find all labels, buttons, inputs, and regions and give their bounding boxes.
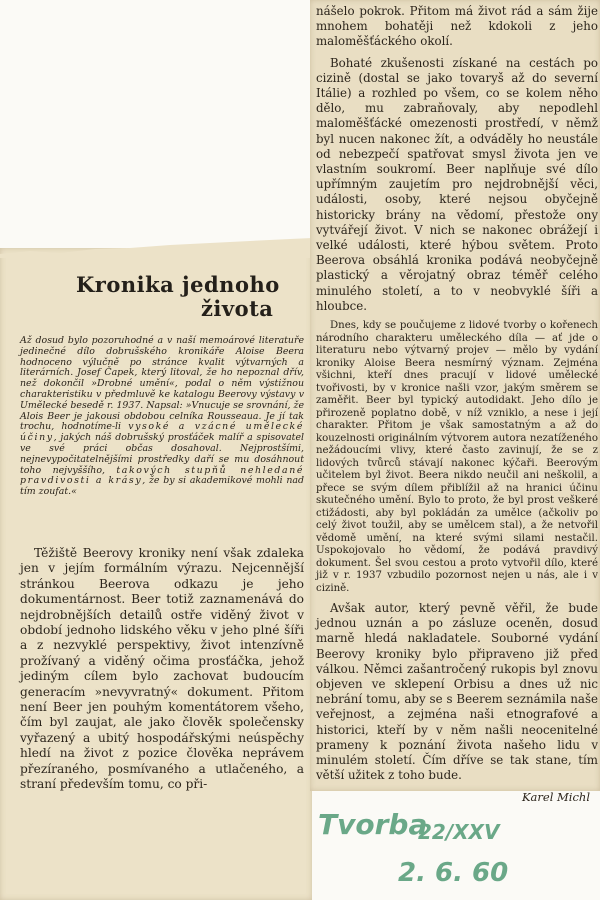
- title-line-1: Kronika jednoho: [76, 272, 280, 297]
- torn-edge: [0, 232, 312, 258]
- right-paragraph-4: Avšak autor, který pevně věřil, že bude jednou uznán a po zásluze oceněn, dosud marně hledá nakladatele. Souborné vydání Beerovy kroniky bylo připraveno již před válkou. Němci zašantročený rukopis byl znovu objeven ve sklepení Orbisu a dnes už nic nebrání tomu, aby se s Beerem seznámila naše veřejnost, a zejména naši etnografové a historici, kteří by v něm našli neocenitelné prameny k poznání života našeho lidu v minulém století. Čím dříve se tak stane, tím větší užitek z toho bude.: [316, 601, 598, 783]
- handwritten-date: 2. 6. 60: [398, 858, 509, 888]
- intro-paragraph: [20, 336, 304, 498]
- handwritten-issue: 22/XXV: [418, 820, 500, 844]
- title-line-2: života: [201, 296, 274, 321]
- right-paragraph-3: Dnes, kdy se poučujeme z lidové tvorby o kořenech národního charakteru uměleckého díla — ať jde o literaturu nebo výtvarný projev — mělo by vydání kroniky Aloise Beera nesmírný význam. Zejména všichni, kteří dnes pracují v lidové umělecké tvořivosti, by v kronice našli vzor, jakým směrem se zaměřit. Beer byl typický autodidakt. Jeho dílo je přirozeně poplatno době, v níž vzniklo, a nese i její charakter. Přitom je však samostatným a až do kouzelnosti originálním výtvorem autora nezatíženého nežádoucími vlivy, které často zavinují, že se z lidových tvůrců stávají nakonec kýčaři. Beerovým učitelem byl život. Beera nikdo neučil ani neškolil, a přece se svým dílem přiblížil až na hranici účinu skutečného umění. Bylo to proto, že byl prost veškeré ctižádosti, aby byl pokládán za umělce (ačkoliv po celý život toužil, aby se umělcem stal), a že netvořil vědomě umění, na které svými silami nestačil. Uspokojovalo ho vědomí, že podává pravdivý dokument. Šel svou cestou a proto vytvořil dílo, které již v r. 1937 vzbudilo pozornost nejen u nás, ale i v cizině.: [316, 320, 598, 594]
- intro-spaced-2: takových stupňů nehledané pravdivosti a krásy: [20, 464, 304, 487]
- author-signature: Karel Michl: [521, 789, 590, 804]
- body-left-paragraph: Těžiště Beerovy kroniky není však zdaleka jen v jejím formálním výrazu. Nejcennější stránkou Beerova odkazu je jeho dokumentárnost. Beer totiž zaznamenává do nejdrobnějších detailů ostře viděný život v období jednoho lidského věku v jeho plné šíři a z nezvyklé perspektivy, život intenzívně prožívaný a viděný očima prosťáčka, jehož jediným cílem bylo zachovat budoucím generacím »nevyvratný« dokument. Přitom není Beer jen pouhým komentátorem všeho, čím byl zaujat, ale jako člověk společensky vyřazený a ubitý hospodářskými neúspěchy hledí na život z pozice člověka neprávem přezíraného, posmívaného a utlačeného, a straní především tomu, co při-: [20, 546, 304, 792]
- handwritten-source: Tvorba: [318, 808, 428, 841]
- intro-spaced-1: vysoké a vzácné umělecké účiny: [20, 421, 304, 444]
- right-paragraph-1: nášelo pokrok. Přitom má život rád a sám žije mnohem bohatěji než kdokoli z jeho maloměšťáckého okolí.: [316, 4, 598, 49]
- right-paragraph-2: Bohaté zkušenosti získané na cestách po cizině (dostal se jako tovaryš až do severní Itálie) a rozhled po všem, co se kolem něho dělo, mu zabraňovaly, aby nepodlehl maloměšťácké omezenosti prostředí, v němž byl nucen nakonec žít, a odváděly ho neustále od nebezpečí spatřovat smysl života jen ve vlastním soukromí. Beer naplňuje své dílo upřímným zaujetím pro nejdrobnější věci, události, osoby, které nejsou obyčejně historicky brány na vědomí, přestože ony vytvářejí život. V nich se nakonec obrážejí i velké události, které hýbou světem. Proto Beerova obsáhlá kronika podává neobyčejně plastický a věrojatný obraz téměř celého minulého století, a to v neobvyklé šíři a hloubce.: [316, 55, 598, 313]
- intro-text-c: , že by si akademikové mohli nad tím zoufat.«: [20, 475, 304, 498]
- article-title: [76, 273, 306, 321]
- right-column: [316, 4, 598, 811]
- intro-text-b: , jakých náš dobrušský prosťáček malíř a spisovatel ve své práci občas dosahoval. Nejprostšími, nejnevypočitatelnějšími prostředky daří se mu dosáhnout toho nejvyššího,: [20, 432, 304, 476]
- intro-text-a: Až dosud bylo pozoruhodné a v naší memoárové literatuře jedinečné dílo dobrušského kronikáře Aloise Beera hodnoceno výlučně po stránce kvalit výtvarných a literárních. Josef Čapek, který litoval, že ho nepoznal dřív, než dokončil »Drobné umění«, podal o něm výstižnou charakteristiku v předmluvě ke katalogu Beerovy výstavy v Umělecké besedě r. 1937. Napsal: »Vnucuje se srovnání, že Alois Beer je jakousi obdobou celníka Rousseaua. Je jí tak trochu, hodnotíme-li: [20, 335, 304, 433]
